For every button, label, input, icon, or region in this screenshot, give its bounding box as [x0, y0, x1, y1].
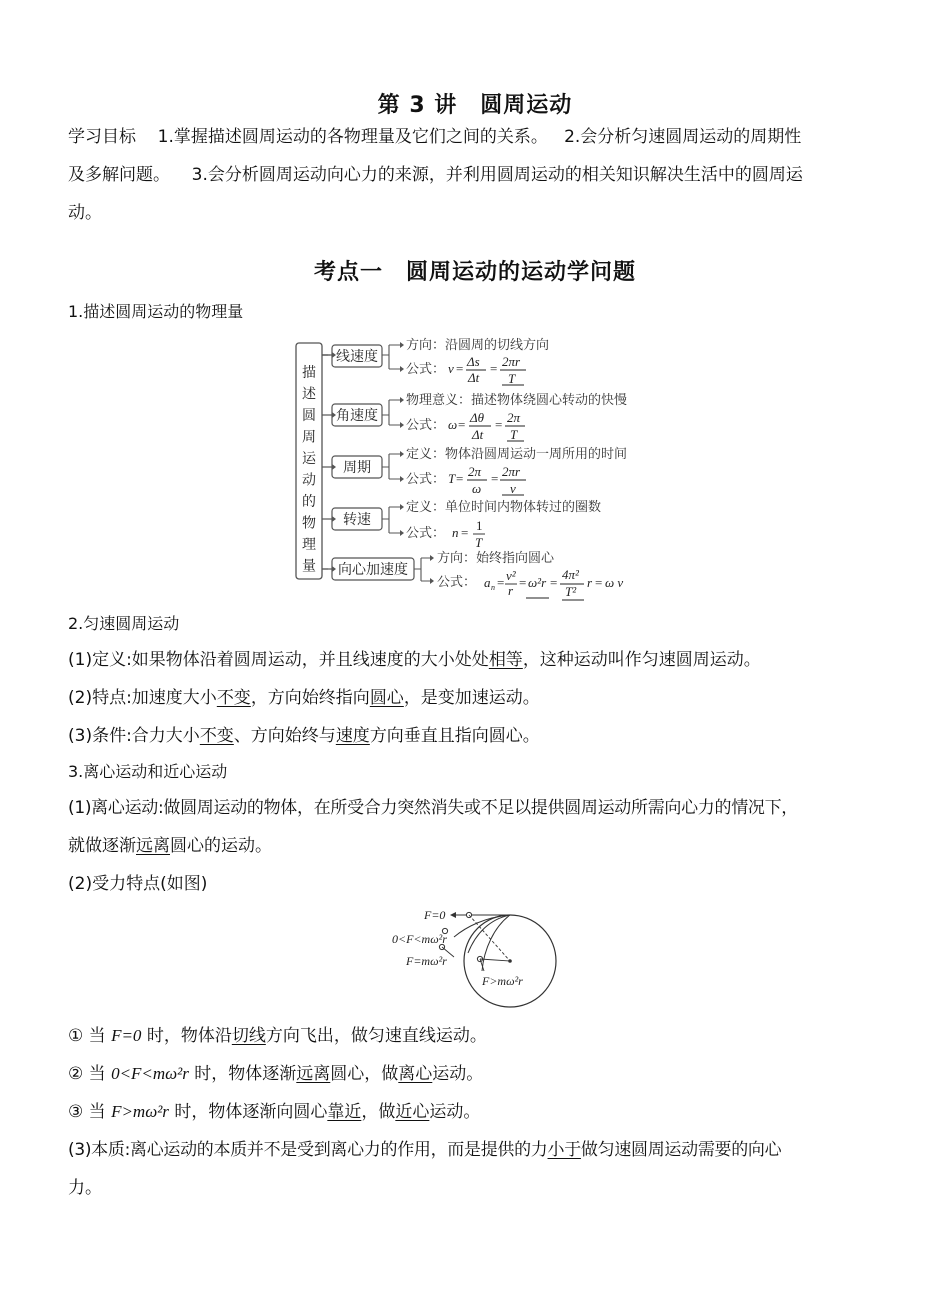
- root-label-char: 理: [302, 537, 316, 553]
- s2-definition: [68, 646, 898, 674]
- s3-p1b-answer: 远离: [136, 836, 170, 856]
- svg-text:T: T: [475, 535, 483, 550]
- svg-text:a: a: [484, 575, 491, 590]
- s3-force-feature: (2)受力特点(如图): [68, 874, 208, 894]
- case-2-answer-2: 离心: [398, 1064, 433, 1084]
- case-2-answer-1: 远离: [296, 1064, 331, 1084]
- case-3-pre: ③ 当: [68, 1102, 112, 1122]
- subsection-1-title: 1.描述圆周运动的物理量: [68, 302, 244, 321]
- svg-text:=: =: [497, 575, 505, 590]
- goal-2a: 2.会分析匀速圆周运动的周期性: [564, 127, 802, 147]
- box-rotational-speed: [322, 508, 382, 530]
- case-1-answer: 切线: [231, 1026, 266, 1046]
- s2-p1-pre: (1)定义:如果物体沿着圆周运动，并且线速度的大小处处: [68, 650, 489, 670]
- box-angular-velocity: [322, 404, 382, 426]
- svg-text:Δt: Δt: [472, 427, 484, 442]
- acc-formula: [484, 567, 623, 600]
- case-1-post: 方向飞出，做匀速直线运动。: [265, 1026, 487, 1046]
- period-formula: [448, 464, 526, 496]
- svg-text:2πr: 2πr: [502, 464, 521, 479]
- box-angular-velocity-label: 角速度: [336, 408, 378, 424]
- svg-text:n: n: [452, 525, 459, 540]
- svg-text:=: =: [458, 417, 466, 432]
- svg-text:r: r: [587, 575, 593, 590]
- s2-p2-post: ，是变加速运动。: [403, 688, 540, 708]
- root-chars: [302, 364, 317, 575]
- svg-text:v: v: [510, 481, 516, 496]
- case-2-post: 运动。: [432, 1064, 484, 1084]
- root-label-char: 动: [302, 472, 316, 489]
- svg-text:2πr: 2πr: [502, 354, 521, 369]
- root-label-char: 运: [302, 451, 316, 467]
- case-2: [68, 1060, 898, 1088]
- s2-p2-answer-1: 不变: [216, 688, 251, 708]
- goals-label: 学习目标: [68, 127, 136, 147]
- goal-3b: 动。: [68, 203, 102, 223]
- s3-p1b-post: 圆心的运动。: [170, 836, 272, 856]
- case-1: [68, 1022, 898, 1050]
- root-label-char: 周: [302, 429, 316, 446]
- box-period: [322, 456, 382, 478]
- linear-formula-label: 公式：: [406, 362, 446, 377]
- svg-text:T: T: [510, 427, 518, 442]
- s2-p1-post: ，这种运动叫作匀速圆周运动。: [522, 650, 761, 670]
- case-3-condition: F>mω²r: [111, 1102, 169, 1121]
- speed-definition: 定义：单位时间内物体转过的圈数: [406, 500, 602, 515]
- angular-formula-label: 公式：: [406, 418, 446, 433]
- svg-text:T²: T²: [565, 584, 577, 599]
- svg-text:=: =: [491, 471, 499, 486]
- s2-p3-answer-2: 速度: [335, 726, 370, 746]
- speed-formula-label: 公式：: [406, 526, 446, 541]
- subsection-3-title: 3.离心运动和近心运动: [68, 762, 228, 781]
- s2-p3-answer-1: 不变: [199, 726, 234, 746]
- period-definition: 定义：物体沿圆周运动一周所用的时间: [406, 447, 628, 462]
- svg-text:v²: v²: [506, 568, 516, 583]
- s3-p3a-post: 做匀速圆周运动需要的向心: [580, 1140, 782, 1160]
- speed-formula: [452, 518, 485, 550]
- svg-text:=: =: [550, 575, 558, 590]
- case-1-pre: ① 当: [68, 1026, 112, 1046]
- svg-text:T: T: [508, 371, 516, 386]
- svg-text:r: r: [508, 583, 514, 598]
- s3-centrifugal-def-2: [68, 832, 898, 860]
- svg-text:1: 1: [476, 518, 483, 533]
- svg-text:ω: ω: [472, 481, 482, 496]
- case-3-answer-2: 近心: [395, 1102, 430, 1122]
- root-label-char: 的: [302, 494, 316, 510]
- case-3-mid: 时，物体逐渐向圆心: [168, 1102, 328, 1122]
- s2-p3-pre: (3)条件:合力大小: [68, 726, 200, 746]
- subsection-2-title: 2.匀速圆周运动: [68, 614, 180, 633]
- s3-essence-1: [68, 1136, 898, 1164]
- box-centripetal-acc-label: 向心加速度: [338, 562, 408, 578]
- svg-text:=: =: [490, 361, 498, 376]
- case-1-condition: F=0: [111, 1026, 142, 1045]
- svg-text:Δθ: Δθ: [470, 410, 485, 425]
- s3-p1b-pre: 就做逐渐: [68, 836, 136, 856]
- svg-text:n: n: [491, 583, 495, 592]
- case-2-condition: 0<F<mω²r: [111, 1064, 189, 1083]
- s2-feature: [68, 684, 898, 712]
- goal-2b: 及多解问题。: [68, 165, 170, 185]
- period-formula-label: 公式：: [406, 472, 446, 487]
- s3-p3a-pre: (3)本质:离心运动的本质并不是受到离心力的作用，而是提供的力: [68, 1140, 548, 1160]
- svg-text:v: v: [448, 361, 454, 376]
- fig-label-f-greater: F>mω²r: [482, 974, 523, 988]
- case-3-answer-1: 靠近: [327, 1102, 362, 1122]
- box-period-label: 周期: [343, 460, 371, 476]
- svg-text:Δt: Δt: [468, 370, 480, 385]
- svg-text:=: =: [456, 471, 464, 486]
- linear-formula: [448, 354, 526, 386]
- case-2-pre: ② 当: [68, 1064, 112, 1084]
- fig-label-f-between: 0<F<mω²r: [392, 932, 447, 946]
- acc-direction: 方向：始终指向圆心: [437, 551, 555, 566]
- centrifugal-force-figure: [390, 905, 570, 1013]
- concept-map-diagram: [292, 333, 672, 605]
- s3-essence-2: 力。: [68, 1178, 102, 1198]
- page-title: 第 3 讲 圆周运动: [377, 93, 573, 118]
- case-2-mid-2: 圆心，做: [330, 1064, 399, 1084]
- s3-p3a-answer: 小于: [547, 1140, 581, 1160]
- root-label-char: 物: [302, 515, 316, 532]
- box-linear-velocity-label: 线速度: [336, 349, 378, 365]
- angular-meaning: 物理意义：描述物体绕圆心转动的快慢: [406, 393, 628, 408]
- svg-text:=: =: [456, 361, 464, 376]
- section-1-title: 考点一 圆周运动的运动学问题: [313, 260, 636, 285]
- svg-text:4π²: 4π²: [562, 567, 579, 582]
- s2-p2-mid: ，方向始终指向: [250, 688, 370, 708]
- s3-centrifugal-def-1: (1)离心运动:做圆周运动的物体，在所受合力突然消失或不足以提供圆周运动所需向心力的情况下，: [68, 798, 799, 818]
- goal-1: 1.掌握描述圆周运动的各物理量及它们之间的关系。: [157, 127, 548, 147]
- svg-text:ω v: ω v: [605, 575, 624, 590]
- angular-formula: [448, 410, 525, 442]
- root-label-char: 量: [302, 558, 316, 575]
- s2-p2-answer-2: 圆心: [369, 688, 404, 708]
- svg-text:=: =: [595, 575, 603, 590]
- case-3: [68, 1098, 898, 1126]
- box-rotational-speed-label: 转速: [343, 512, 371, 528]
- svg-text:T: T: [448, 471, 456, 486]
- svg-text:Δs: Δs: [467, 354, 480, 369]
- learning-goals: [68, 118, 886, 232]
- s2-p3-post: 方向垂直且指向圆心。: [369, 726, 540, 746]
- case-1-mid: 时，物体沿: [141, 1026, 232, 1046]
- box-linear-velocity: [322, 345, 382, 367]
- svg-text:2π: 2π: [468, 464, 482, 479]
- s2-p2-pre: (2)特点:加速度大小: [68, 688, 217, 708]
- root-label-char: 圆: [302, 408, 316, 424]
- svg-text:ω²r: ω²r: [528, 575, 547, 590]
- fig-label-f0: F=0: [424, 908, 446, 922]
- svg-text:=: =: [495, 417, 503, 432]
- root-label-char: 描: [302, 365, 316, 381]
- box-centripetal-acc: [322, 558, 414, 580]
- s2-condition: [68, 722, 898, 750]
- svg-text:ω: ω: [448, 417, 458, 432]
- acc-formula-label: 公式：: [437, 575, 477, 590]
- case-3-mid-2: ，做: [361, 1102, 396, 1122]
- case-2-mid: 时，物体逐渐: [188, 1064, 297, 1084]
- root-label-char: 述: [302, 386, 316, 403]
- case-3-post: 运动。: [429, 1102, 481, 1122]
- s2-p3-mid: 、方向始终与: [233, 726, 336, 746]
- svg-text:=: =: [461, 525, 469, 540]
- linear-direction: 方向：沿圆周的切线方向: [406, 338, 550, 353]
- s2-p1-answer: 相等: [488, 650, 523, 670]
- goal-3a: 3.会分析圆周运动向心力的来源，并利用圆周运动的相关知识解决生活中的圆周运: [191, 165, 803, 185]
- svg-text:2π: 2π: [507, 410, 521, 425]
- svg-text:=: =: [519, 575, 527, 590]
- fig-label-f-equal: F=mω²r: [406, 954, 447, 968]
